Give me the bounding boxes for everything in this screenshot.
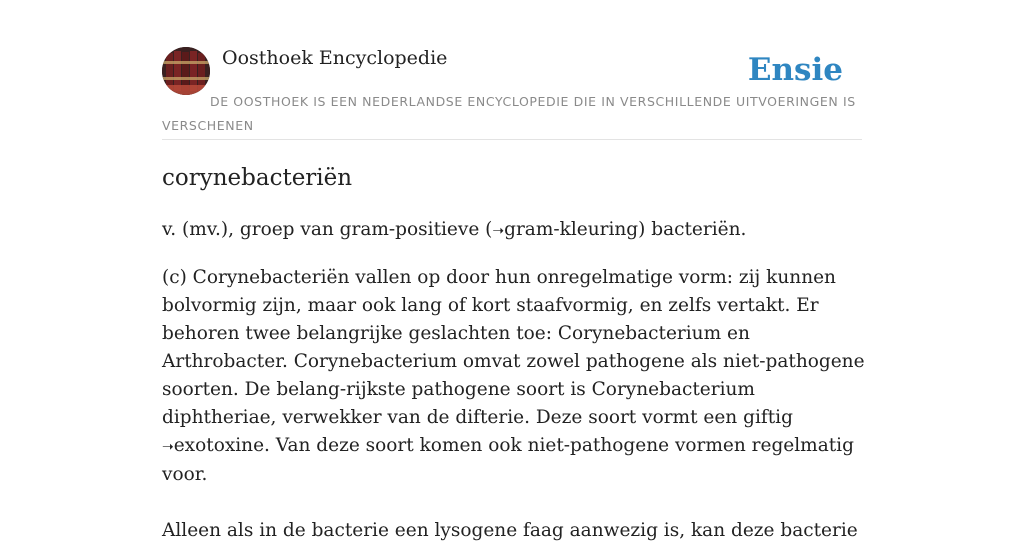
body-paragraph-2: Alleen als in de bacterie een lysogene faag aanwezig is, kan deze bacterie	[162, 520, 858, 541]
definition-text-after: ) bacteriën.	[638, 219, 747, 240]
publication-avatar[interactable]	[162, 47, 210, 95]
article-title: corynebacteriën	[162, 165, 353, 191]
article	[162, 160, 866, 545]
publication-tagline: DE OOSTHOEK IS EEN NEDERLANDSE ENCYCLOPEDIE DIE IN VERSCHILLENDE UITVOERINGEN IS VERSCHENEN	[162, 94, 856, 133]
definition-paragraph	[162, 216, 866, 245]
publication-name-link[interactable]: Oosthoek Encyclopedie	[222, 47, 448, 69]
ensie-logo-link[interactable]: Ensie	[747, 52, 843, 88]
exotoxine-link[interactable]: exotoxine	[173, 435, 265, 456]
body-text-after: . Van deze soort komen ook niet-pathogene vormen regelmatig voor.	[162, 435, 854, 485]
definition-text-before: v. (mv.), groep van gram-positieve (	[162, 219, 493, 240]
gram-kleuring-link[interactable]: gram-kleuring	[504, 219, 639, 240]
body-paragraph	[162, 264, 866, 489]
body-text-before: (c) Corynebacteriën vallen op door hun onregelmatige vorm: zij kunnen bolvormig zijn, maar ook lang of kort staafvormig, en zelfs vertakt. Er behoren twee belangrijke geslachten toe: Corynebacterium en Arthrobacter. Corynebacterium omvat zowel pathogene als niet-pathogene soorten. De belang-rijkste pathogene soort is Corynebacterium diphtheriae, verwekker van de difterie. Deze soort vormt een giftig	[162, 267, 865, 428]
reference-arrow-icon: ➝	[492, 223, 505, 239]
header-divider	[162, 139, 862, 140]
reference-arrow-icon: ➝	[162, 439, 174, 455]
book-spines-icon	[162, 47, 210, 95]
